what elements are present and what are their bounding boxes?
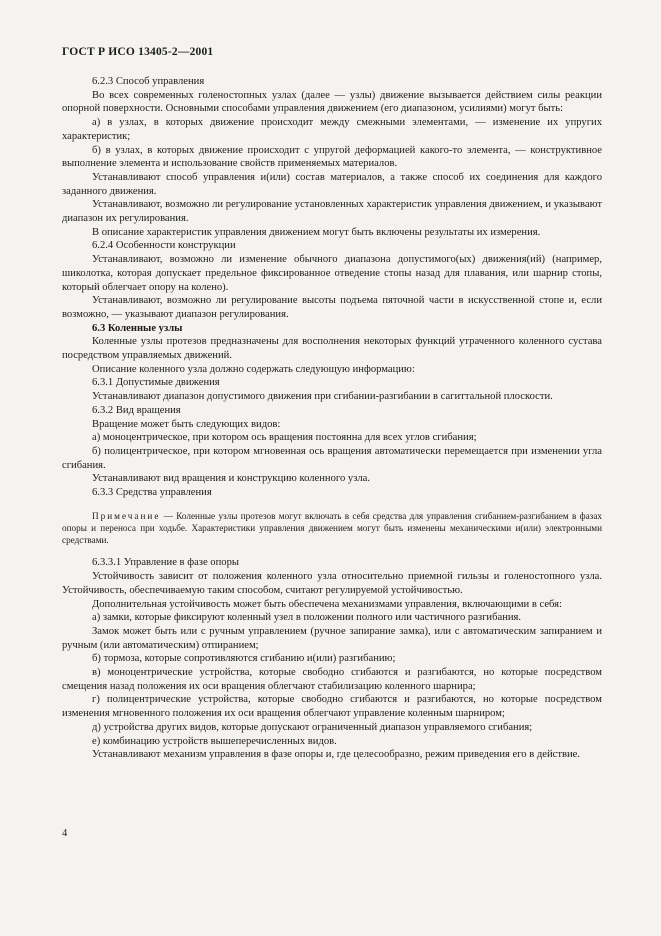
section-heading-6-3-3: 6.3.3 Средства управления [92,487,212,499]
list-item-v: в) моноцентрические устройства, которые свободно сгибаются и разгибаются, но которые посредством смещения назад положения их оси вращения облегчают стабилизацию коленного шарнира; [62,667,602,692]
list-item-b: б) в узлах, в которых движение происходит с упругой деформацией какого-то элемента, — конструктивное выполнение элемента и использование свойств применяемых материалов. [62,144,602,170]
note [62,510,602,547]
list-item-d: д) устройства других видов, которые допускают ограниченный диапазон управляемого сгибания; [92,721,533,733]
paragraph: Устанавливают, возможно ли регулирование установленных характеристик управления движением, и указывают диапазон их регулирования. [62,199,602,225]
section-heading-6-3-3-1: 6.3.3.1 Управление в фазе опоры [92,557,239,569]
paragraph: Описание коленного узла должно содержать следующую информацию: [92,363,415,375]
list-item-e: е) комбинацию устройств вышеперечисленных видов. [92,735,337,747]
paragraph: Устойчивость зависит от положения коленного узла относительно приемной гильзы и голеностопного узла. Устойчивость, обеспечиваемую таким способом, считают регулируемой устойчивостью. [62,571,602,596]
note-text: — Коленные узлы протезов могут включать в себя средства для управления сгибанием-разгибанием в фазах опоры и переноса при ходьбе. Характеристики управления движением могут быть изменены механическими и(или) электронными средствами. [62,510,602,546]
paragraph: Устанавливают способ управления и(или) состав материалов, а также способ их соединения для каждого заданного движения. [62,171,602,197]
list-item-a: а) в узлах, в которых движение происходит между смежными элементами, — изменение их упругих характеристик; [62,117,602,142]
paragraph: В описание характеристик управления движением могут быть включены результаты их измерения. [92,226,541,238]
paragraph: Устанавливают, возможно ли регулирование высоты подъема пяточной части в искусственной стопе и, если возможно, — указывают диапазон регулирования. [62,295,602,320]
paragraph: Устанавливают вид вращения и конструкцию коленного узла. [92,473,371,485]
paragraph: Замок может быть или с ручным управлением (ручное запирание замка), или с автоматическим запиранием и ручным (или автоматическим) отпиранием; [62,625,602,651]
paragraph: Устанавливают механизм управления в фазе опоры и, где целесообразно, режим приведения его в действие. [92,749,581,761]
section-heading-6-3-1: 6.3.1 Допустимые движения [92,377,220,389]
list-item-b: б) полицентрическое, при котором мгновенная ось вращения автоматически перемещается при изменении угла сгибания. [62,445,602,471]
document-header: ГОСТ Р ИСО 13405-2—2001 [62,46,214,58]
list-item-g: г) полицентрические устройства, которые свободно сгибаются и разгибаются, но которые посредством изменения мгновенного положения их оси вращения облегчают управление коленным шарниром; [62,694,602,720]
paragraph: Устанавливают, возможно ли изменение обычного диапазона допустимого(ых) движения(ий) (например, шиколотка, которая допускает предельное фиксированное отведение стопы назад для плавания, или шарнир стопы, который облегчает опору на колено). [62,254,602,293]
note-label: Примечание [92,510,161,521]
paragraph: Устанавливают диапазон допустимого движения при сгибании-разгибании в сагиттальной плоскости. [92,391,553,403]
section-heading-6-2-4: 6.2.4 Особенности конструкции [92,240,236,252]
paragraph: Коленные узлы протезов предназначены для восполнения некоторых функций утраченного коленного сустава посредством управляемых движений. [62,336,602,362]
page-number: 4 [62,828,68,839]
paragraph: Вращение может быть следующих видов: [92,418,281,430]
section-heading-6-3: 6.3 Коленные узлы [92,322,183,334]
document-body [62,75,602,762]
list-item-a: а) моноцентрическое, при котором ось вращения постоянна для всех углов сгибания; [92,432,477,444]
section-heading-6-2-3: 6.2.3 Способ управления [92,76,205,87]
section-heading-6-3-2: 6.3.2 Вид вращения [92,404,181,416]
list-item-b: б) тормоза, которые сопротивляются сгибанию и(или) разгибанию; [92,653,396,665]
list-item-a: а) замки, которые фиксируют коленный узел в положении полного или частичного разгибания. [92,612,522,624]
paragraph: Дополнительная устойчивость может быть обеспечена механизмами управления, включающими в себя: [92,598,562,610]
paragraph: Во всех современных голеностопных узлах (далее — узлы) движение вызывается действием силы реакции опорной поверхности. Основными способами управления движением (его диапазоном, усилиями) могут быть: [62,89,602,115]
